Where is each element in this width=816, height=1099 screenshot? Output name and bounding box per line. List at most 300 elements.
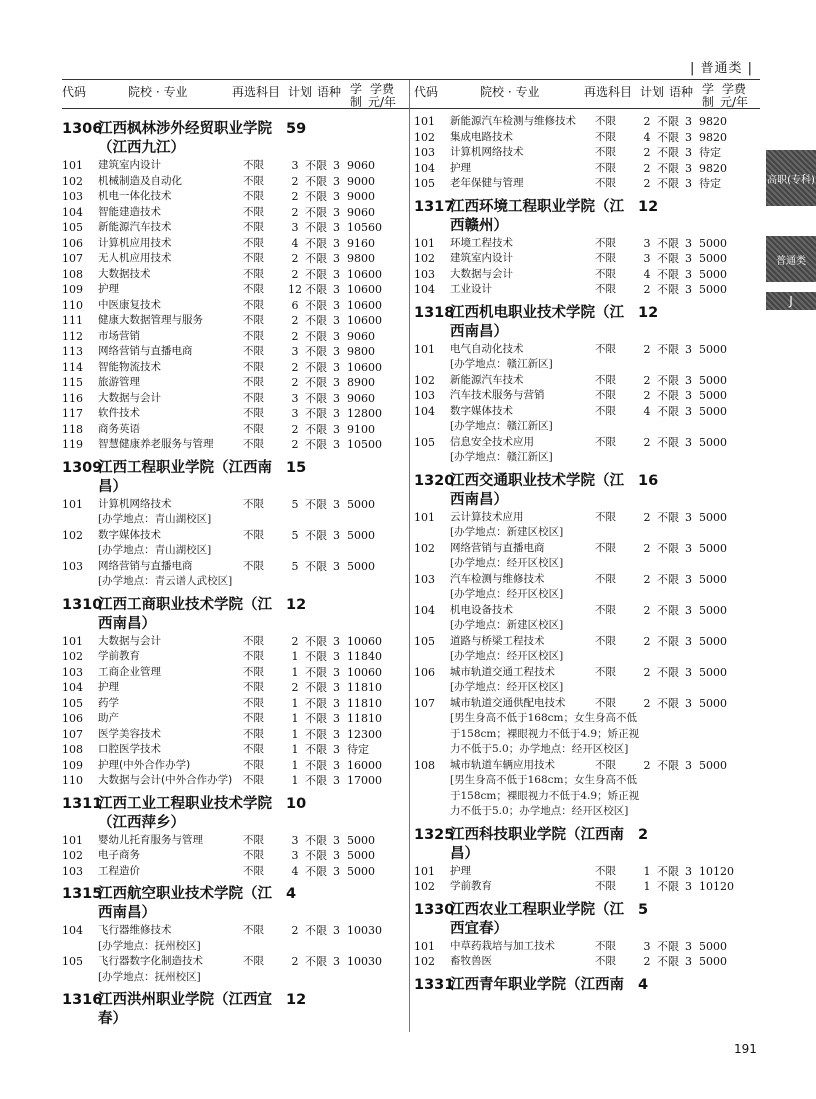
major-fee: 12300	[347, 727, 382, 741]
left-column	[62, 80, 407, 1029]
major-years: 3	[333, 924, 340, 937]
major-years: 3	[685, 130, 692, 144]
major-code: 101	[62, 159, 83, 172]
major-fee: 5000	[699, 435, 727, 449]
major-subjects: 不限	[243, 774, 264, 786]
school-name: 江西工业工程职业技术学院（江西萍乡）	[98, 795, 272, 831]
major-row	[62, 864, 407, 880]
major-fee: 5000	[699, 267, 727, 281]
major-plan: 2	[291, 681, 299, 694]
major-name: 道路与桥梁工程技术	[450, 634, 545, 647]
school-plan: 4	[286, 886, 297, 902]
major-note: [办学地点：经开区校区]	[450, 588, 564, 600]
major-subjects: 不限	[243, 407, 264, 419]
major-name: 网络营销与直播电商	[450, 541, 545, 554]
major-subjects: 不限	[595, 634, 616, 647]
major-language: 不限	[305, 681, 327, 694]
school-plan: 15	[286, 459, 307, 476]
major-name: 飞行器数字化制造技术	[98, 955, 203, 967]
major-subjects: 不限	[243, 314, 264, 326]
header-school-major: 院校 · 专业	[480, 85, 540, 99]
major-years: 3	[333, 391, 340, 405]
major-name: 网络营销与直播电商	[98, 345, 193, 357]
major-language: 不限	[305, 205, 327, 219]
major-plan: 2	[291, 955, 299, 968]
major-code: 103	[62, 559, 83, 573]
major-row	[414, 161, 759, 177]
major-name: 飞行器维修技术	[98, 924, 172, 936]
major-code: 102	[62, 849, 83, 862]
header-years-top: 学	[702, 82, 715, 96]
school-heading	[62, 991, 407, 1029]
school-name: 江西交通职业技术学院（江西南昌）	[450, 472, 624, 508]
major-language: 不限	[657, 510, 679, 524]
major-code: 105	[62, 955, 83, 968]
major-fee: 5000	[347, 864, 375, 878]
major-years: 3	[333, 159, 340, 172]
major-subjects: 不限	[243, 712, 264, 724]
major-language: 不限	[305, 559, 327, 573]
major-row	[62, 313, 407, 329]
major-subjects: 不限	[243, 422, 264, 435]
school-name: 江西环境工程职业学院（江西赣州）	[450, 198, 624, 234]
major-fee: 5000	[699, 758, 727, 772]
side-tab-j[interactable]	[766, 292, 816, 310]
major-fee: 5000	[699, 510, 727, 524]
major-fee: 5000	[699, 541, 727, 555]
major-language: 不限	[657, 404, 679, 418]
major-language: 不限	[657, 758, 679, 772]
header-subjects: 再选科目	[584, 85, 633, 99]
major-language: 不限	[305, 864, 327, 878]
major-years: 3	[333, 407, 340, 420]
header-language: 语种	[669, 85, 694, 99]
major-fee: 10600	[347, 283, 382, 296]
major-row	[62, 528, 407, 544]
major-fee: 8900	[347, 376, 375, 389]
major-subjects: 不限	[243, 650, 264, 662]
school-name: 江西科技职业学院（江西南昌）	[450, 826, 624, 862]
major-row	[62, 391, 407, 407]
major-language: 不限	[305, 849, 327, 862]
major-years: 3	[685, 634, 692, 648]
major-row	[62, 375, 407, 391]
header-code: 代码	[414, 85, 439, 99]
major-plan: 3	[643, 252, 651, 265]
major-fee: 5000	[347, 849, 375, 862]
major-years: 3	[685, 541, 692, 555]
major-subjects: 不限	[243, 267, 264, 280]
major-plan: 2	[291, 329, 299, 343]
major-name: 口腔医学技术	[98, 743, 161, 755]
major-years: 3	[333, 497, 340, 511]
major-row	[62, 174, 407, 190]
major-fee: 9060	[347, 329, 375, 343]
header-fee	[720, 83, 748, 109]
major-row	[62, 282, 407, 298]
major-plan: 3	[643, 236, 651, 250]
major-plan: 3	[643, 939, 651, 953]
major-language: 不限	[305, 712, 327, 725]
header-plan: 计划	[640, 85, 665, 99]
major-code: 102	[414, 130, 435, 144]
major-years: 3	[333, 833, 340, 847]
major-name: 集成电路技术	[450, 130, 513, 143]
major-years: 3	[333, 438, 340, 451]
major-row	[414, 176, 759, 192]
major-plan: 1	[291, 758, 299, 772]
major-row	[414, 879, 759, 895]
major-years: 3	[333, 205, 340, 219]
major-note: [办学地点：赣江新区]	[450, 358, 553, 370]
major-subjects: 不限	[595, 115, 616, 127]
major-row	[414, 696, 759, 712]
major-note: [办学地点：青山湖校区]	[98, 513, 212, 525]
major-row	[62, 954, 407, 970]
major-plan: 5	[291, 559, 299, 573]
major-code: 103	[414, 267, 435, 281]
major-code: 103	[62, 665, 83, 679]
major-fee: 5000	[347, 528, 375, 542]
major-subjects: 不限	[595, 130, 616, 143]
school-heading	[414, 198, 759, 236]
major-row	[414, 342, 759, 358]
school-name: 江西机电职业技术学院（江西南昌）	[450, 304, 624, 340]
major-subjects: 不限	[243, 696, 264, 709]
major-plan: 2	[291, 190, 299, 203]
major-row	[62, 497, 407, 513]
major-name: 云计算技术应用	[450, 510, 524, 523]
major-subjects: 不限	[595, 603, 616, 616]
major-plan: 2	[291, 422, 299, 436]
major-row	[414, 388, 759, 404]
major-years: 3	[685, 696, 692, 710]
school-code: 1316	[62, 992, 103, 1008]
major-years: 3	[685, 404, 692, 418]
major-fee: 5000	[699, 236, 727, 250]
major-name: 大数据与会计(中外合作办学)	[98, 774, 233, 786]
school-name: 江西枫林涉外经贸职业学院（江西九江）	[98, 121, 272, 156]
major-plan: 1	[291, 665, 299, 679]
school-heading	[62, 120, 407, 158]
major-fee: 11810	[347, 681, 382, 694]
major-name: 学前教育	[450, 880, 492, 892]
major-subjects: 不限	[595, 177, 616, 189]
major-name: 城市轨道交通工程技术	[450, 665, 555, 678]
school-plan: 5	[638, 901, 649, 918]
school-code: 1330	[414, 901, 455, 918]
major-language: 不限	[305, 634, 327, 648]
major-code: 107	[62, 252, 83, 265]
school-plan: 10	[286, 795, 307, 812]
major-subjects: 不限	[595, 252, 616, 264]
major-plan: 2	[643, 146, 651, 159]
major-row	[414, 665, 759, 681]
major-plan: 6	[291, 298, 299, 312]
school-code: 1331	[414, 976, 455, 993]
major-plan: 3	[291, 407, 299, 420]
major-note: [办学地点：经开区校区]	[450, 681, 564, 693]
category-tag: | 普通类 |	[690, 61, 754, 76]
major-name: 工程造价	[98, 864, 140, 877]
column-header	[414, 80, 759, 114]
major-row	[62, 189, 407, 205]
major-subjects: 不限	[243, 528, 264, 541]
school-code: 1310	[62, 596, 103, 613]
major-code: 112	[62, 329, 83, 343]
major-fee: 9000	[347, 190, 375, 203]
header-fee-top: 学费	[370, 82, 395, 96]
major-fee: 10120	[699, 864, 734, 878]
major-fee: 9820	[699, 130, 727, 144]
major-row	[62, 236, 407, 252]
major-plan: 2	[291, 438, 299, 451]
major-row	[414, 435, 759, 451]
major-subjects: 不限	[595, 955, 616, 967]
major-years: 3	[333, 528, 340, 542]
major-name: 智能建造技术	[98, 205, 161, 218]
major-subjects: 不限	[243, 298, 264, 311]
major-language: 不限	[657, 267, 679, 281]
major-plan: 1	[291, 712, 299, 725]
major-subjects: 不限	[595, 342, 616, 355]
major-name: 健康大数据管理与服务	[98, 314, 203, 326]
major-name: 机电设备技术	[450, 603, 513, 616]
major-years: 3	[333, 376, 340, 389]
major-plan: 2	[643, 435, 651, 449]
major-years: 3	[333, 559, 340, 573]
major-years: 3	[685, 115, 692, 128]
major-language: 不限	[657, 161, 679, 175]
major-plan: 3	[291, 849, 299, 862]
major-fee: 9160	[347, 236, 375, 250]
major-fee: 待定	[699, 177, 721, 190]
major-name: 智慧健康养老服务与管理	[98, 438, 214, 450]
school-code: 1325	[414, 826, 455, 843]
major-row	[62, 634, 407, 650]
major-language: 不限	[657, 389, 679, 402]
side-tab-label: J	[789, 294, 793, 308]
header-years-bottom: 制	[702, 95, 715, 109]
major-code: 106	[62, 712, 83, 725]
major-note: [办学地点：抚州校区]	[98, 939, 201, 952]
major-code: 101	[62, 497, 83, 511]
major-language: 不限	[657, 146, 679, 159]
page-number: 191	[734, 1042, 757, 1056]
major-years: 3	[333, 712, 340, 725]
major-code: 113	[62, 345, 83, 358]
major-note: [办学地点：抚州校区]	[98, 970, 201, 983]
major-row	[62, 422, 407, 438]
major-plan: 3	[291, 833, 299, 847]
major-plan: 3	[291, 391, 299, 405]
major-code: 104	[62, 924, 83, 937]
school-name: 江西航空职业技术学院（江西南昌）	[98, 886, 272, 921]
major-language: 不限	[657, 252, 679, 265]
school-code: 1309	[62, 459, 103, 476]
header-years-top: 学	[350, 82, 363, 96]
major-plan: 1	[291, 774, 299, 787]
major-note: [办学地点：新建区校区]	[450, 526, 564, 538]
major-name: 护理	[98, 681, 119, 693]
major-note: [办学地点：赣江新区]	[450, 420, 553, 432]
major-code: 104	[62, 681, 83, 694]
major-name: 数字媒体技术	[98, 528, 161, 541]
major-row	[62, 406, 407, 422]
major-fee: 10060	[347, 665, 382, 679]
major-years: 3	[333, 283, 340, 296]
school-code: 1311	[62, 795, 103, 812]
major-subjects: 不限	[595, 404, 616, 417]
side-tab-vocational[interactable]	[766, 150, 816, 206]
major-name: 新能源汽车技术	[450, 373, 524, 386]
major-code: 104	[62, 205, 83, 219]
major-row	[62, 329, 407, 345]
major-language: 不限	[305, 345, 327, 358]
school-name: 江西洪州职业学院（江西宜春）	[98, 992, 272, 1027]
major-subjects: 不限	[243, 345, 264, 357]
major-name: 计算机网络技术	[98, 497, 172, 510]
major-plan: 2	[291, 205, 299, 219]
major-row	[62, 758, 407, 774]
major-subjects: 不限	[595, 541, 616, 554]
major-language: 不限	[305, 438, 327, 451]
school-heading	[62, 459, 407, 497]
side-tab-label: 普通类	[776, 255, 806, 267]
major-years: 3	[333, 221, 340, 234]
major-years: 3	[685, 880, 692, 893]
major-code: 102	[414, 373, 435, 387]
major-subjects: 不限	[595, 864, 616, 877]
major-years: 3	[685, 161, 692, 175]
major-code: 102	[414, 541, 435, 555]
major-years: 3	[333, 665, 340, 679]
major-language: 不限	[305, 159, 327, 172]
major-plan: 2	[291, 174, 299, 188]
major-plan: 4	[291, 864, 299, 878]
major-subjects: 不限	[243, 283, 264, 295]
major-fee: 9060	[347, 391, 375, 405]
major-plan: 2	[643, 115, 651, 128]
header-school-major: 院校 · 专业	[128, 85, 188, 99]
major-subjects: 不限	[243, 924, 264, 936]
major-years: 3	[685, 373, 692, 387]
column-divider	[409, 80, 410, 1032]
major-row	[414, 758, 759, 774]
major-fee: 11810	[347, 696, 382, 710]
major-row	[414, 572, 759, 588]
major-name: 中医康复技术	[98, 298, 161, 311]
major-years: 3	[685, 236, 692, 250]
school-name: 江西青年职业学院（江西南	[450, 976, 624, 993]
major-code: 104	[414, 404, 435, 418]
major-code: 110	[62, 774, 83, 787]
major-fee: 5000	[699, 939, 727, 953]
school-code: 1315	[62, 886, 103, 902]
major-name: 软件技术	[98, 407, 140, 419]
major-name: 婴幼儿托育服务与管理	[98, 833, 203, 846]
major-language: 不限	[657, 541, 679, 555]
major-language: 不限	[305, 329, 327, 343]
major-plan: 5	[291, 528, 299, 542]
major-name: 智能物流技术	[98, 360, 161, 373]
major-language: 不限	[657, 880, 679, 893]
major-name: 畜牧兽医	[450, 955, 492, 967]
major-row	[414, 603, 759, 619]
major-row	[62, 360, 407, 376]
major-language: 不限	[305, 422, 327, 436]
major-code: 101	[414, 115, 435, 128]
major-code: 102	[62, 650, 83, 663]
major-language: 不限	[305, 360, 327, 374]
major-years: 3	[333, 422, 340, 436]
major-subjects: 不限	[243, 665, 264, 678]
major-row	[414, 267, 759, 283]
major-years: 3	[333, 314, 340, 327]
major-years: 3	[685, 603, 692, 617]
major-plan: 2	[291, 924, 299, 937]
major-subjects: 不限	[243, 360, 264, 373]
major-language: 不限	[305, 376, 327, 389]
major-code: 114	[62, 360, 83, 374]
major-plan: 12	[288, 283, 302, 296]
major-plan: 2	[291, 360, 299, 374]
major-language: 不限	[657, 373, 679, 387]
major-fee: 待定	[347, 743, 369, 756]
major-fee: 9800	[347, 345, 375, 358]
school-heading	[62, 885, 407, 923]
major-subjects: 不限	[243, 743, 264, 755]
major-note: [办学地点：青云谱人武校区]	[98, 575, 233, 587]
major-plan: 2	[291, 314, 299, 327]
major-row	[62, 559, 407, 575]
major-language: 不限	[305, 221, 327, 234]
major-code: 108	[62, 267, 83, 281]
major-plan: 2	[643, 541, 651, 555]
major-fee: 10060	[347, 634, 382, 648]
header-fee-bottom: 元/年	[720, 95, 749, 109]
major-fee: 5000	[347, 833, 375, 847]
major-name: 新能源汽车检测与维修技术	[450, 115, 576, 127]
side-tab-general[interactable]	[766, 236, 816, 282]
major-row	[414, 236, 759, 252]
major-subjects: 不限	[595, 880, 616, 892]
major-language: 不限	[305, 497, 327, 511]
major-name: 护理(中外合作办学)	[98, 758, 191, 771]
major-row	[62, 158, 407, 174]
major-name: 护理	[450, 161, 471, 174]
major-row	[62, 742, 407, 758]
column-header	[62, 80, 407, 114]
major-years: 3	[333, 236, 340, 250]
major-name: 汽车技术服务与营销	[450, 389, 545, 401]
major-fee: 10600	[347, 298, 382, 312]
major-language: 不限	[305, 727, 327, 741]
major-language: 不限	[305, 758, 327, 772]
major-name: 中草药栽培与加工技术	[450, 939, 555, 952]
major-fee: 5000	[699, 342, 727, 356]
major-code: 104	[414, 161, 435, 175]
major-subjects: 不限	[595, 665, 616, 678]
major-years: 3	[685, 864, 692, 878]
major-subjects: 不限	[243, 391, 264, 404]
school-plan: 12	[638, 198, 659, 215]
school-name: 江西农业工程职业学院（江西宜春）	[450, 901, 624, 937]
major-years: 3	[333, 864, 340, 878]
major-name: 大数据与会计	[98, 391, 161, 404]
major-code: 103	[414, 389, 435, 402]
major-code: 101	[414, 236, 435, 250]
